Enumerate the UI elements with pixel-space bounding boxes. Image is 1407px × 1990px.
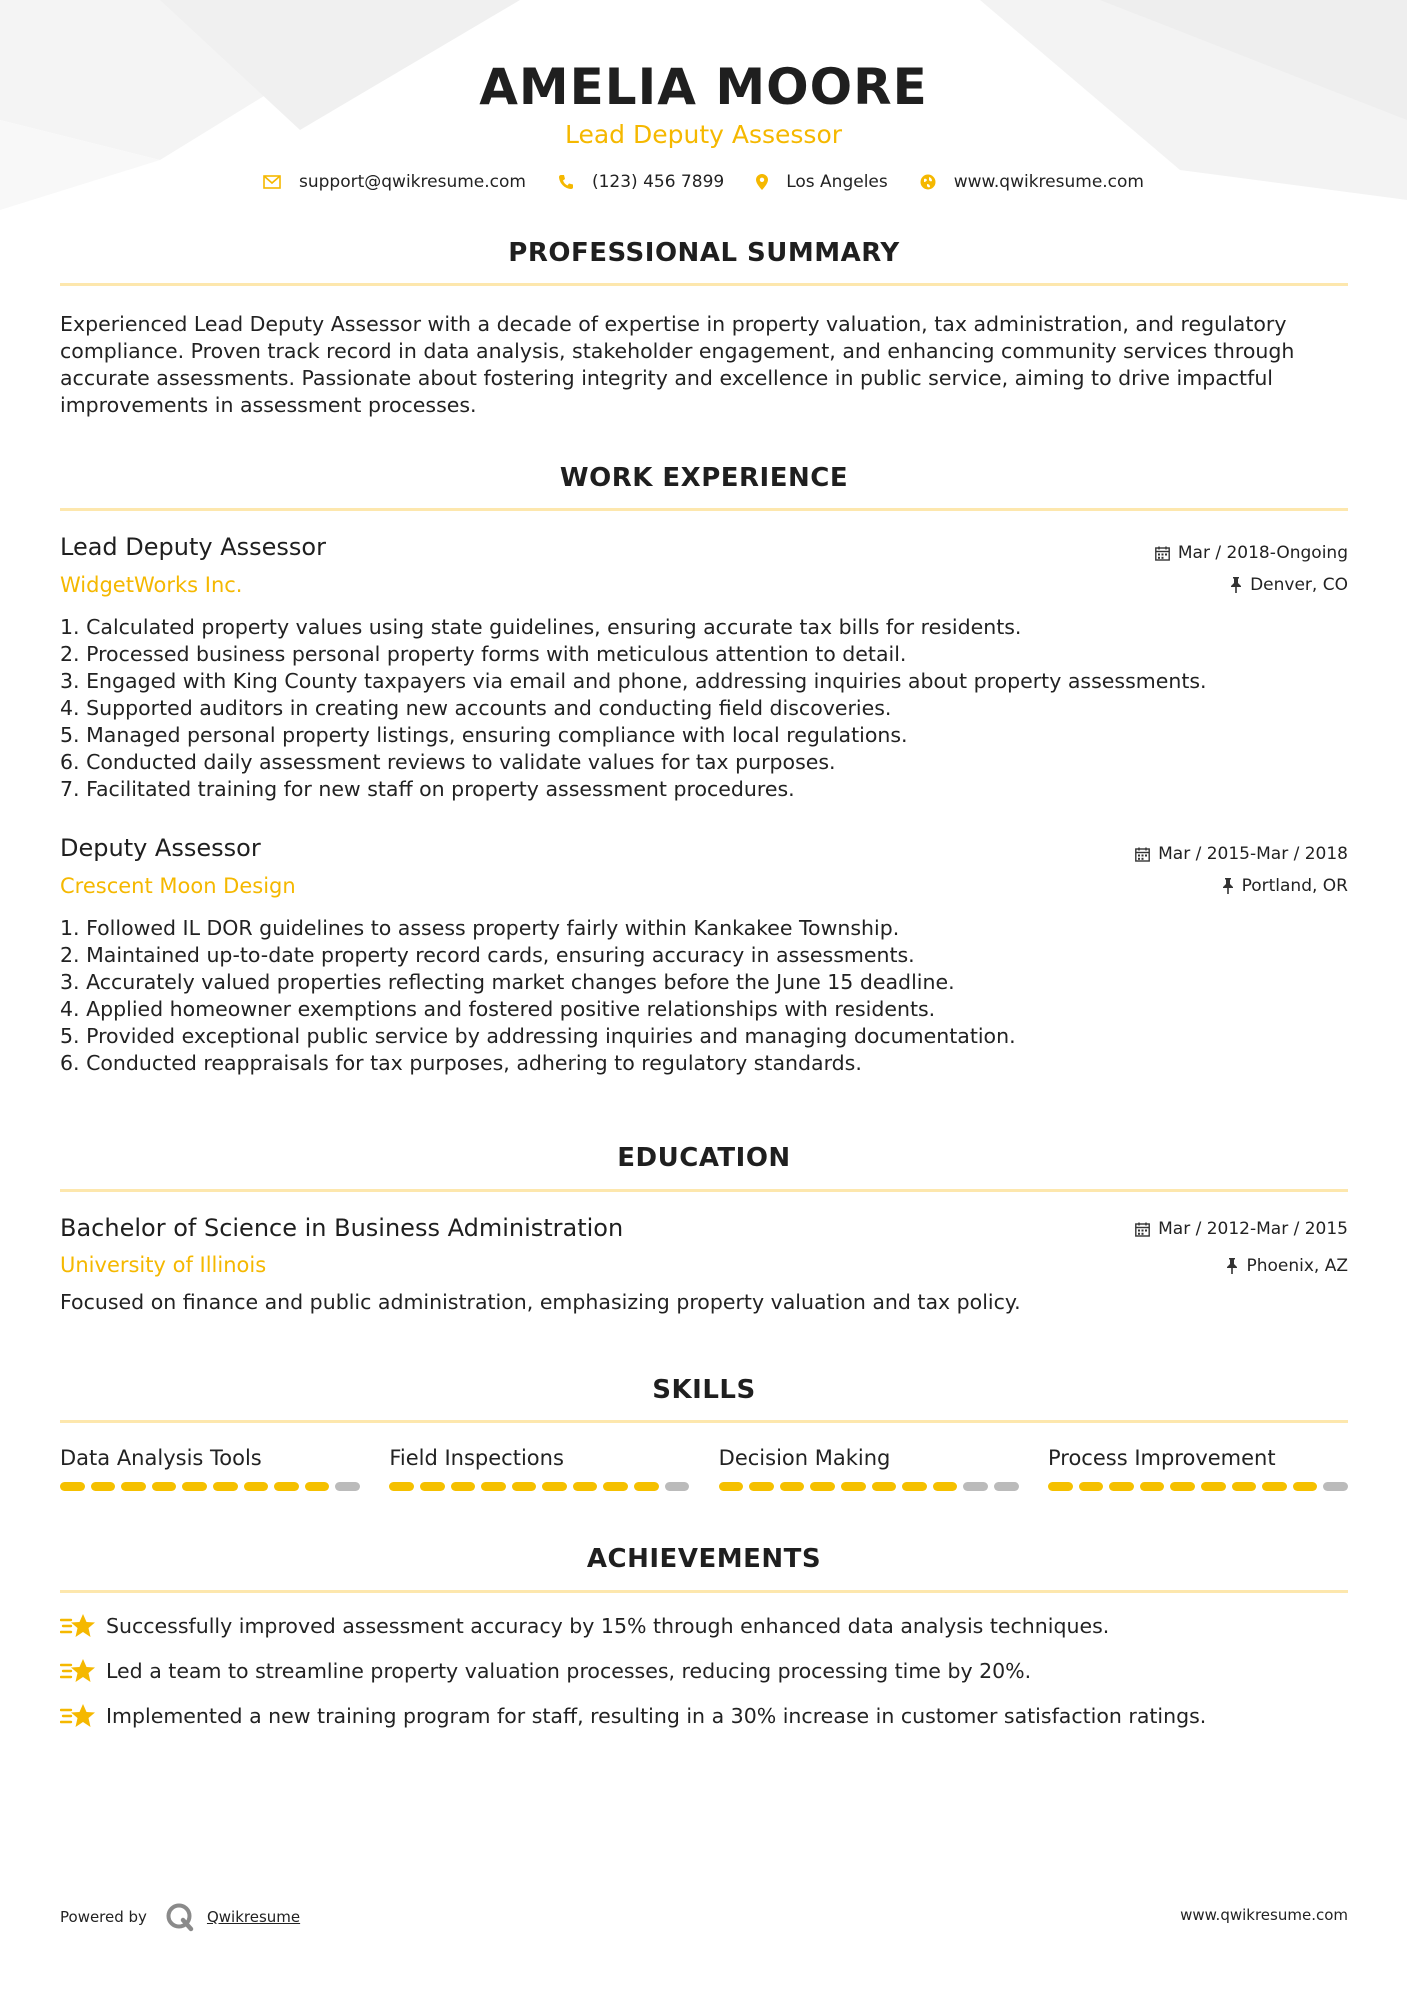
skill-level-bar bbox=[1048, 1482, 1348, 1491]
skill-level-segment bbox=[451, 1482, 476, 1491]
calendar-icon bbox=[1135, 847, 1150, 862]
section-divider bbox=[60, 283, 1348, 286]
skill-level-segment bbox=[420, 1482, 445, 1491]
skill-level-segment bbox=[963, 1482, 988, 1491]
education-dates bbox=[1135, 1219, 1348, 1239]
skill-level-segment bbox=[902, 1482, 927, 1491]
skill-level-segment bbox=[573, 1482, 598, 1491]
summary-line: improvements in assessment processes. bbox=[60, 393, 477, 417]
skill-level-segment bbox=[1323, 1482, 1348, 1491]
skill-level-segment bbox=[335, 1482, 360, 1491]
skill-level-segment bbox=[91, 1482, 116, 1491]
candidate-name: AMELIA MOORE bbox=[479, 58, 928, 116]
skill-level-segment bbox=[182, 1482, 207, 1491]
skill-level-segment bbox=[244, 1482, 269, 1491]
globe-icon bbox=[920, 174, 936, 190]
skill-level-segment bbox=[1293, 1482, 1318, 1491]
list-item: 7. Facilitated training for new staff on property assessment procedures. bbox=[60, 777, 795, 801]
summary-line: compliance. Proven track record in data analysis, stakeholder engagement, and enhancing community services through bbox=[60, 339, 1295, 363]
list-item: 6. Conducted reappraisals for tax purposes, adhering to regulatory standards. bbox=[60, 1051, 862, 1075]
skill-name: Data Analysis Tools bbox=[60, 1446, 262, 1470]
skill-level-segment bbox=[60, 1482, 85, 1491]
shooting-star-icon bbox=[60, 1702, 96, 1730]
skill-level-segment bbox=[542, 1482, 567, 1491]
skill-level-segment bbox=[121, 1482, 146, 1491]
section-title-summary: PROFESSIONAL SUMMARY bbox=[508, 238, 900, 268]
skills-list bbox=[60, 1446, 1348, 1491]
section-divider bbox=[60, 1189, 1348, 1192]
contact-website-text: www.qwikresume.com bbox=[953, 172, 1144, 192]
contact-location bbox=[756, 172, 888, 192]
skill-level-segment bbox=[810, 1482, 835, 1491]
skill-level-segment bbox=[1170, 1482, 1195, 1491]
calendar-icon bbox=[1135, 1222, 1150, 1237]
phone-icon bbox=[558, 174, 574, 190]
skill-level-segment bbox=[994, 1482, 1019, 1491]
section-divider bbox=[60, 1590, 1348, 1593]
qwikresume-logo-icon bbox=[165, 1902, 195, 1932]
skill-level-segment bbox=[841, 1482, 866, 1491]
job-dates-text: Mar / 2018-Ongoing bbox=[1177, 543, 1348, 563]
shooting-star-icon bbox=[60, 1657, 96, 1685]
skill-item bbox=[60, 1446, 360, 1491]
job-company: Crescent Moon Design bbox=[60, 874, 296, 898]
skill-item bbox=[1048, 1446, 1348, 1491]
skill-item bbox=[389, 1446, 689, 1491]
job-location bbox=[1230, 575, 1348, 595]
contact-phone-text: (123) 456 7899 bbox=[591, 172, 725, 192]
skill-level-bar bbox=[389, 1482, 689, 1491]
section-title-experience: WORK EXPERIENCE bbox=[559, 463, 849, 493]
summary-text bbox=[60, 311, 1350, 419]
skill-level-segment bbox=[719, 1482, 744, 1491]
achievement-item bbox=[60, 1612, 1109, 1640]
education-degree: Bachelor of Science in Business Administration bbox=[60, 1214, 624, 1242]
job-dates bbox=[1135, 844, 1348, 864]
section-title-skills: SKILLS bbox=[652, 1375, 756, 1405]
achievement-text: Implemented a new training program for staff, resulting in a 30% increase in customer satisfaction ratings. bbox=[106, 1704, 1207, 1728]
education-location-text: Phoenix, AZ bbox=[1246, 1256, 1348, 1276]
achievement-item bbox=[60, 1702, 1206, 1730]
job-dates-text: Mar / 2015-Mar / 2018 bbox=[1158, 844, 1348, 864]
contact-email[interactable] bbox=[263, 172, 526, 192]
contact-phone[interactable] bbox=[558, 172, 724, 192]
job-location bbox=[1222, 876, 1348, 896]
contact-bar bbox=[0, 172, 1407, 192]
skill-level-bar bbox=[719, 1482, 1019, 1491]
list-item: 1. Calculated property values using state guidelines, ensuring accurate tax bills for residents. bbox=[60, 615, 1022, 639]
education-description: Focused on finance and public administration, emphasizing property valuation and tax policy. bbox=[60, 1290, 1021, 1314]
skill-level-segment bbox=[1232, 1482, 1257, 1491]
skill-level-segment bbox=[213, 1482, 238, 1491]
qwikresume-link[interactable]: Qwikresume bbox=[206, 1908, 301, 1926]
footer-website[interactable]: www.qwikresume.com bbox=[1180, 1906, 1348, 1924]
education-dates-text: Mar / 2012-Mar / 2015 bbox=[1158, 1219, 1348, 1239]
list-item: 3. Accurately valued properties reflecting market changes before the June 15 deadline. bbox=[60, 970, 955, 994]
pushpin-icon bbox=[1226, 1258, 1238, 1274]
achievement-text: Led a team to streamline property valuation processes, reducing processing time by 20%. bbox=[106, 1659, 1032, 1683]
list-item: 2. Maintained up-to-date property record cards, ensuring accuracy in assessments. bbox=[60, 943, 915, 967]
job-location-text: Denver, CO bbox=[1250, 575, 1348, 595]
calendar-icon bbox=[1155, 546, 1170, 561]
skill-name: Process Improvement bbox=[1047, 1446, 1276, 1470]
education-school: University of Illinois bbox=[60, 1253, 267, 1277]
skill-level-segment bbox=[603, 1482, 628, 1491]
achievement-item bbox=[60, 1657, 1031, 1685]
list-item: 2. Processed business personal property forms with meticulous attention to detail. bbox=[60, 642, 907, 666]
list-item: 5. Managed personal property listings, ensuring compliance with local regulations. bbox=[60, 723, 908, 747]
achievement-text: Successfully improved assessment accuracy by 15% through enhanced data analysis techniques. bbox=[106, 1614, 1110, 1638]
skill-name: Decision Making bbox=[718, 1446, 891, 1470]
pushpin-icon bbox=[1230, 577, 1242, 593]
section-divider bbox=[60, 1420, 1348, 1423]
list-item: 6. Conducted daily assessment reviews to validate values for tax purposes. bbox=[60, 750, 836, 774]
job-title: Lead Deputy Assessor bbox=[60, 533, 326, 561]
contact-location-text: Los Angeles bbox=[786, 172, 888, 192]
skill-level-segment bbox=[872, 1482, 897, 1491]
skill-level-segment bbox=[481, 1482, 506, 1491]
skill-level-segment bbox=[1140, 1482, 1165, 1491]
list-item: 1. Followed IL DOR guidelines to assess property fairly within Kankakee Township. bbox=[60, 916, 900, 940]
section-title-achievements: ACHIEVEMENTS bbox=[586, 1544, 822, 1574]
pushpin-icon bbox=[1222, 878, 1234, 894]
skill-level-segment bbox=[1262, 1482, 1287, 1491]
job-dates bbox=[1155, 543, 1348, 563]
skill-level-segment bbox=[780, 1482, 805, 1491]
skill-level-segment bbox=[1201, 1482, 1226, 1491]
envelope-icon bbox=[263, 175, 281, 189]
skill-level-segment bbox=[1048, 1482, 1073, 1491]
skill-level-segment bbox=[933, 1482, 958, 1491]
section-divider bbox=[60, 508, 1348, 511]
skill-level-segment bbox=[512, 1482, 537, 1491]
skill-item bbox=[719, 1446, 1019, 1491]
skill-name: Field Inspections bbox=[389, 1446, 564, 1470]
candidate-role: Lead Deputy Assessor bbox=[564, 120, 843, 149]
footer-powered-by bbox=[60, 1902, 300, 1932]
summary-line: accurate assessments. Passionate about fostering integrity and excellence in public service, aiming to drive impactful bbox=[60, 366, 1274, 390]
skill-level-segment bbox=[665, 1482, 690, 1491]
job-company: WidgetWorks Inc. bbox=[60, 573, 243, 597]
skill-level-segment bbox=[274, 1482, 299, 1491]
powered-by-label: Powered by bbox=[60, 1908, 147, 1926]
map-pin-icon bbox=[756, 174, 768, 190]
skill-level-segment bbox=[305, 1482, 330, 1491]
list-item: 3. Engaged with King County taxpayers via email and phone, addressing inquiries about property assessments. bbox=[60, 669, 1207, 693]
job-title: Deputy Assessor bbox=[60, 834, 261, 862]
skill-level-segment bbox=[389, 1482, 414, 1491]
skill-level-segment bbox=[152, 1482, 177, 1491]
education-location bbox=[1226, 1256, 1348, 1276]
section-title-education: EDUCATION bbox=[617, 1143, 791, 1173]
list-item: 4. Supported auditors in creating new accounts and conducting field discoveries. bbox=[60, 696, 892, 720]
list-item: 5. Provided exceptional public service by addressing inquiries and managing documentation. bbox=[60, 1024, 1016, 1048]
shooting-star-icon bbox=[60, 1612, 96, 1640]
job-bullet-list bbox=[60, 915, 1350, 1077]
job-bullet-list bbox=[60, 614, 1350, 803]
contact-website[interactable] bbox=[920, 172, 1144, 192]
job-location-text: Portland, OR bbox=[1241, 876, 1348, 896]
contact-email-text: support@qwikresume.com bbox=[299, 172, 526, 192]
skill-level-segment bbox=[1109, 1482, 1134, 1491]
skill-level-segment bbox=[749, 1482, 774, 1491]
skill-level-segment bbox=[634, 1482, 659, 1491]
skill-level-bar bbox=[60, 1482, 360, 1491]
skill-level-segment bbox=[1079, 1482, 1104, 1491]
list-item: 4. Applied homeowner exemptions and fostered positive relationships with residents. bbox=[60, 997, 936, 1021]
summary-line: Experienced Lead Deputy Assessor with a decade of expertise in property valuation, tax administration, and regulatory bbox=[60, 312, 1287, 336]
